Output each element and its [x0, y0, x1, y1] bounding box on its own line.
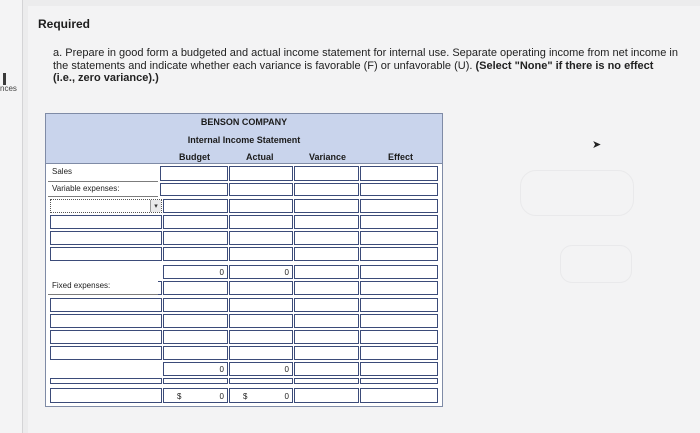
variable-total-budget[interactable] — [163, 265, 228, 279]
expense-name-input[interactable] — [50, 298, 162, 312]
variance-input[interactable] — [294, 346, 359, 360]
fixed-total-budget-value: 0 — [219, 365, 224, 374]
budget-input[interactable] — [163, 330, 228, 344]
header-divider — [46, 163, 442, 164]
sidebar-label[interactable]: nces — [0, 84, 17, 93]
sales-effect-select[interactable] — [360, 166, 438, 181]
variance-input[interactable] — [294, 215, 359, 229]
effect-select[interactable] — [360, 330, 438, 344]
variance-input[interactable] — [294, 183, 359, 196]
final-budget-currency: $ — [177, 392, 182, 401]
effect-select[interactable] — [360, 265, 438, 279]
actual-input[interactable] — [229, 346, 293, 360]
variance-input[interactable] — [294, 231, 359, 245]
budget-input[interactable] — [163, 247, 228, 261]
final-budget-value: 0 — [219, 392, 224, 401]
fixed-total-actual[interactable] — [229, 362, 293, 376]
table-row-net-total — [46, 387, 442, 404]
row-label-input[interactable] — [50, 378, 162, 384]
actual-input[interactable] — [229, 378, 293, 384]
variance-input[interactable] — [294, 298, 359, 312]
row-label — [48, 279, 158, 295]
sales-label: Sales — [52, 167, 73, 176]
final-actual-value: 0 — [284, 392, 289, 401]
fixed-total-budget[interactable] — [163, 362, 228, 376]
expense-name-input[interactable] — [50, 314, 162, 328]
effect-select[interactable] — [360, 378, 438, 384]
effect-select[interactable] — [360, 388, 438, 403]
budget-input[interactable] — [163, 199, 228, 213]
variance-input[interactable] — [294, 247, 359, 261]
effect-select[interactable] — [360, 298, 438, 312]
variance-input[interactable] — [294, 388, 359, 403]
budget-input[interactable] — [163, 298, 228, 312]
statement-header — [46, 114, 442, 164]
final-actual[interactable] — [229, 388, 293, 403]
actual-input[interactable] — [229, 199, 293, 213]
background-ghost-shape — [560, 245, 632, 283]
variance-input[interactable] — [294, 362, 359, 376]
table-row — [46, 297, 442, 313]
mouse-cursor-icon: ➤ — [592, 139, 602, 151]
budget-input[interactable] — [160, 183, 228, 196]
budget-input[interactable] — [163, 215, 228, 229]
final-budget[interactable] — [163, 388, 228, 403]
variance-input[interactable] — [294, 330, 359, 344]
row-label-input[interactable] — [50, 388, 162, 403]
table-row — [46, 230, 442, 246]
table-row — [46, 329, 442, 345]
company-name: BENSON COMPANY — [200, 117, 288, 127]
budget-input[interactable] — [163, 231, 228, 245]
effect-select[interactable] — [360, 362, 438, 376]
fixed-total-actual-value: 0 — [284, 365, 289, 374]
expense-name-dropdown[interactable] — [50, 199, 162, 213]
left-sidebar — [0, 0, 23, 433]
effect-select[interactable] — [360, 199, 438, 213]
expense-name-input[interactable] — [50, 215, 162, 229]
instruction-body: Prepare in good form a budgeted and actual income statement for internal use. Separate operating income from net income in the statements and indicate whether each variance is favorable (F) or unfavorable (U). — [53, 47, 678, 72]
expense-name-input[interactable] — [50, 346, 162, 360]
table-row — [46, 214, 442, 230]
income-statement-table — [45, 113, 443, 407]
table-row-variable-header — [46, 182, 442, 197]
expense-name-input[interactable] — [50, 330, 162, 344]
instruction-note: (Select "None" if there is no effect (i.e., zero variance).) — [53, 59, 654, 84]
actual-input[interactable] — [229, 298, 293, 312]
variance-input[interactable] — [294, 199, 359, 213]
effect-select[interactable] — [360, 231, 438, 245]
effect-select[interactable] — [360, 346, 438, 360]
table-row — [46, 377, 442, 385]
sales-actual-input[interactable] — [229, 166, 293, 181]
final-actual-currency: $ — [243, 392, 248, 401]
effect-select[interactable] — [360, 247, 438, 261]
variable-total-actual[interactable] — [229, 265, 293, 279]
variance-input[interactable] — [294, 314, 359, 328]
background-ghost-shape — [520, 170, 634, 216]
expense-name-input[interactable] — [50, 247, 162, 261]
table-row-fixed-header — [46, 278, 442, 296]
instruction-text — [53, 47, 678, 85]
variance-input[interactable] — [294, 265, 359, 279]
sales-variance-input[interactable] — [294, 166, 359, 181]
table-row — [46, 313, 442, 329]
effect-select[interactable] — [360, 183, 438, 196]
budget-input[interactable] — [163, 346, 228, 360]
column-header-budget: Budget — [179, 152, 210, 162]
table-row-sales — [46, 165, 442, 182]
table-row — [46, 246, 442, 262]
expense-name-input[interactable] — [50, 231, 162, 245]
chevron-down-icon[interactable]: ▾ — [150, 200, 161, 212]
column-header-actual: Actual — [246, 152, 274, 162]
actual-input[interactable] — [229, 215, 293, 229]
section-heading: Required — [38, 17, 91, 31]
column-header-variance: Variance — [309, 152, 347, 162]
actual-input[interactable] — [229, 183, 293, 196]
fixed-expenses-label: Fixed expenses: — [52, 281, 111, 290]
budget-input[interactable] — [163, 378, 228, 384]
statement-title: Internal Income Statement — [187, 135, 301, 145]
row-label — [48, 182, 158, 197]
table-row-fixed-total — [46, 361, 442, 377]
actual-input[interactable] — [229, 247, 293, 261]
row-label — [48, 165, 158, 182]
variance-input[interactable] — [294, 378, 359, 384]
effect-select[interactable] — [360, 314, 438, 328]
table-row — [46, 198, 442, 214]
variable-total-budget-value: 0 — [219, 268, 224, 277]
variable-expenses-label: Variable expenses: — [52, 184, 120, 193]
table-row — [46, 345, 442, 361]
instruction-label: a. — [53, 47, 63, 59]
column-header-effect: Effect — [388, 152, 414, 162]
actual-input[interactable] — [229, 231, 293, 245]
variable-total-actual-value: 0 — [284, 268, 289, 277]
actual-input[interactable] — [229, 330, 293, 344]
sales-budget-input[interactable] — [160, 166, 228, 181]
actual-input[interactable] — [229, 314, 293, 328]
effect-select[interactable] — [360, 215, 438, 229]
budget-input[interactable] — [163, 314, 228, 328]
